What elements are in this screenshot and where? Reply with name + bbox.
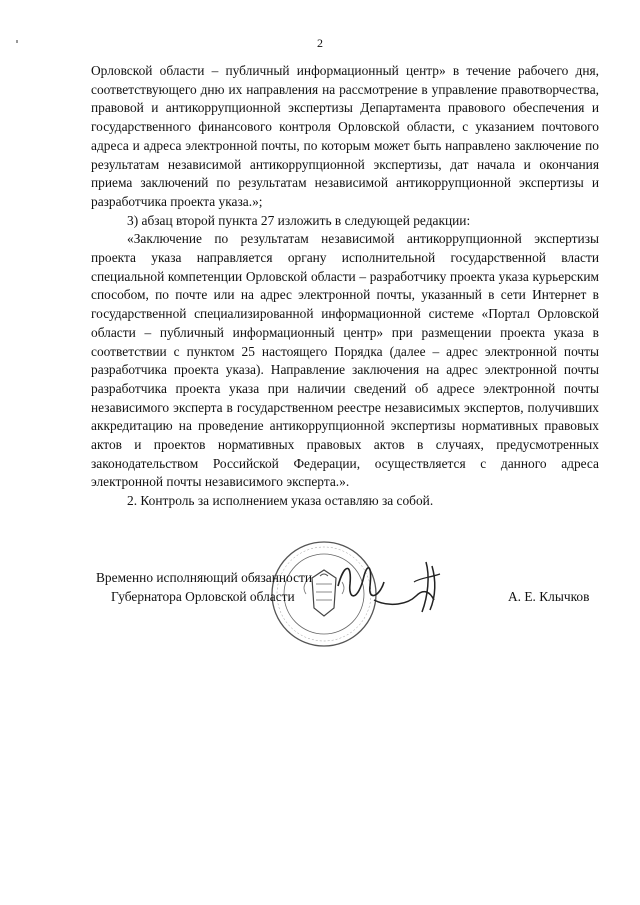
paragraph-amendment-3: 3) абзац второй пункта 27 изложить в следующей редакции: xyxy=(127,212,471,228)
paragraph-continuation: Орловской области – публичный информационный центр» в течение рабочего дня, соответствующего дню их направления на рассмотрение в управление правотворчества, правовой и антикоррупционной экспертизы Департамента правового обеспечения и государственного финансового контроля Орловской области, с указанием почтового адреса и адреса электронной почты, по которым может быть направлено заключение по результатам независимой антикоррупционной экспертизы, дат начала и окончания приема заключений по результатам независимой антикоррупционной экспертизы и разработчика проекта указа.»; xyxy=(91,63,599,209)
document-body xyxy=(91,62,599,511)
signatory-name: А. Е. Клычков xyxy=(508,589,590,604)
signatory-title-line-1: Временно исполняющий обязанности xyxy=(96,570,313,585)
paragraph-control: 2. Контроль за исполнением указа оставляю за собой. xyxy=(127,493,434,509)
page-number: 2 xyxy=(317,36,323,50)
signatory-title-line-2: Губернатора Орловской области xyxy=(111,589,295,604)
signature-block xyxy=(0,560,640,640)
paragraph-quoted-text: «Заключение по результатам независимой антикоррупционной экспертизы проекта указа направляется органу исполнительной государственной власти специальной компетенции Орловской области – разработчику проекта указа курьерским способом, по почте или на адрес электронной почты, указанный в сети Интернет в государственной специализированной информационной системе «Портал Орловской области – публичный информационный центр» при размещении проекта указа в соответствии с пунктом 25 настоящего Порядка (далее – адрес электронной почты разработчика проекта указа). Направление заключения на адрес электронной почты разработчика проекта указа при наличии сведений об адресе электронной почты независимого эксперта в государственном реестре независимых экспертов, получивших аккредитацию на проведение антикоррупционной экспертизы нормативных правовых актов и проектов нормативных правовых актов в случаях, предусмотренных законодательством Российской Федерации, осуществляется с данного адреса электронной почты независимого эксперта.». xyxy=(91,231,599,490)
